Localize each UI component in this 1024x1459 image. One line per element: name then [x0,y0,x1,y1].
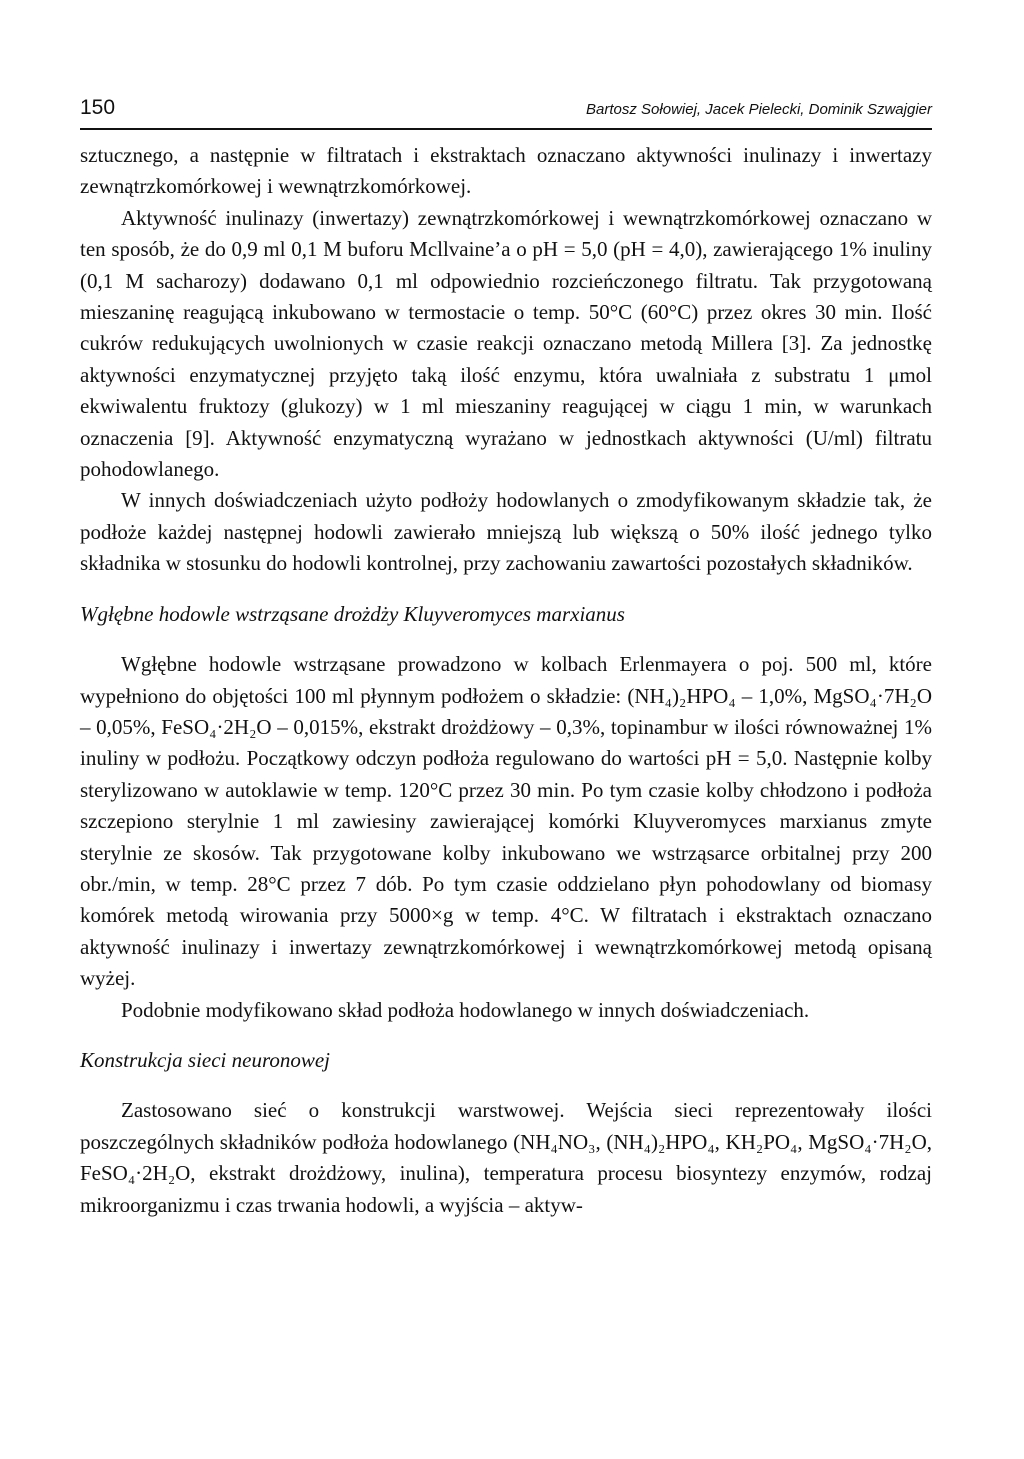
document-page [80,96,932,1221]
paragraph: sztucznego, a następnie w filtratach i ekstraktach oznaczano aktywności inulinazy i inwertazy zewnątrzkomórkowej i wewnątrzkomórkowej. [80,143,932,199]
paragraph: Aktywność inulinazy (inwertazy) zewnątrzkomórkowej i wewnątrzkomórkowej oznaczano w ten sposób, że do 0,9 ml 0,1 M buforu Mcllvaine’a o pH = 5,0 (pH = 4,0), zawierającego 1% inuliny (0,1 M sacharozy) dodawano 0,1 ml odpowiednio rozcieńczonego filtratu. Tak przygotowaną mieszaninę reagującą inkubowano w termostacie o temp. 50°C (60°C) przez okres 30 min. Ilość cukrów redukujących uwolnionych w czasie reakcji oznaczano metodą Millera [3]. Za jednostkę aktywności enzymatycznej przyjęto taką ilość enzymu, która uwalniała z substratu 1 μmol ekwiwalentu fruktozy (glukozy) w 1 ml mieszaniny reagującej w ciągu 1 min, w warunkach oznaczenia [9]. Aktywność enzymatyczną wyrażano w jednostkach aktywności (U/ml) filtratu pohodowlanego. [80,205,932,482]
section-heading: Wgłębne hodowle wstrząsane drożdży Kluyveromyces marxianus [80,601,625,626]
body-text [80,140,932,1221]
paragraph: Wgłębne hodowle wstrząsane prowadzono w kolbach Erlenmayera o poj. 500 ml, które wypełniono do objętości 100 ml płynnym podłożem o składzie: (NH₄)₂HPO₄ – 1,0%, MgSO₄·7H₂O – 0,05%, FeSO₄·2H₂O – 0,015%, ekstrakt drożdżowy – 0,3%, topinambur w ilości równoważnej 1% inuliny w podłożu. Początkowy odczyn podłoża regulowano do wartości pH = 5,0. Następnie kolby sterylizowano w autoklawie w temp. 120°C przez 30 min. Po tym czasie kolby chłodzono i podłoża szczepiono sterylnie 1 ml zawiesiny zawierającej komórki Kluyveromyces marxianus zmyte sterylnie ze skosów. Tak przygotowane kolby inkubowano we wstrząsarce orbitalnej przy 200 obr./min, w temp. 28°C przez 7 dób. Po tym czasie oddzielano płyn pohodowlany od biomasy komórek metodą wirowania przy 5000×g w temp. 4°C. W filtratach i ekstraktach oznaczano aktywność inulinazy i inwertazy zewnątrzkomórkowej i wewnątrzkomórkowej metodą opisaną wyżej. [80,652,932,991]
paragraph: Podobnie modyfikowano skład podłoża hodowlanego w innych doświadczeniach. [121,997,810,1022]
page-number: 150 [80,96,116,119]
section-heading: Konstrukcja sieci neuronowej [80,1047,331,1072]
paragraph: W innych doświadczeniach użyto podłoży hodowlanych o zmodyfikowanym składzie tak, że podłoże każdej następnej hodowli zawierało mniejszą lub większą o 50% ilość jednego tylko składnika w stosunku do hodowli kontrolnej, przy zachowaniu zawartości pozostałych składników. [80,488,932,576]
running-head: Bartosz Sołowiej, Jacek Pielecki, Dominik Szwajgier [586,101,932,118]
paragraph: Zastosowano sieć o konstrukcji warstwowej. Wejścia sieci reprezentowały ilości poszczególnych składników podłoża hodowlanego (NH₄NO₃, (NH₄)₂HPO₄, KH₂PO₄, MgSO₄·7H₂O, FeSO₄·2H₂O, ekstrakt drożdżowy, inulina), temperatura procesu biosyntezy enzymów, rodzaj mikroorganizmu i czas trwania hodowli, a wyjścia – aktyw- [80,1098,932,1217]
page-header [80,96,932,130]
